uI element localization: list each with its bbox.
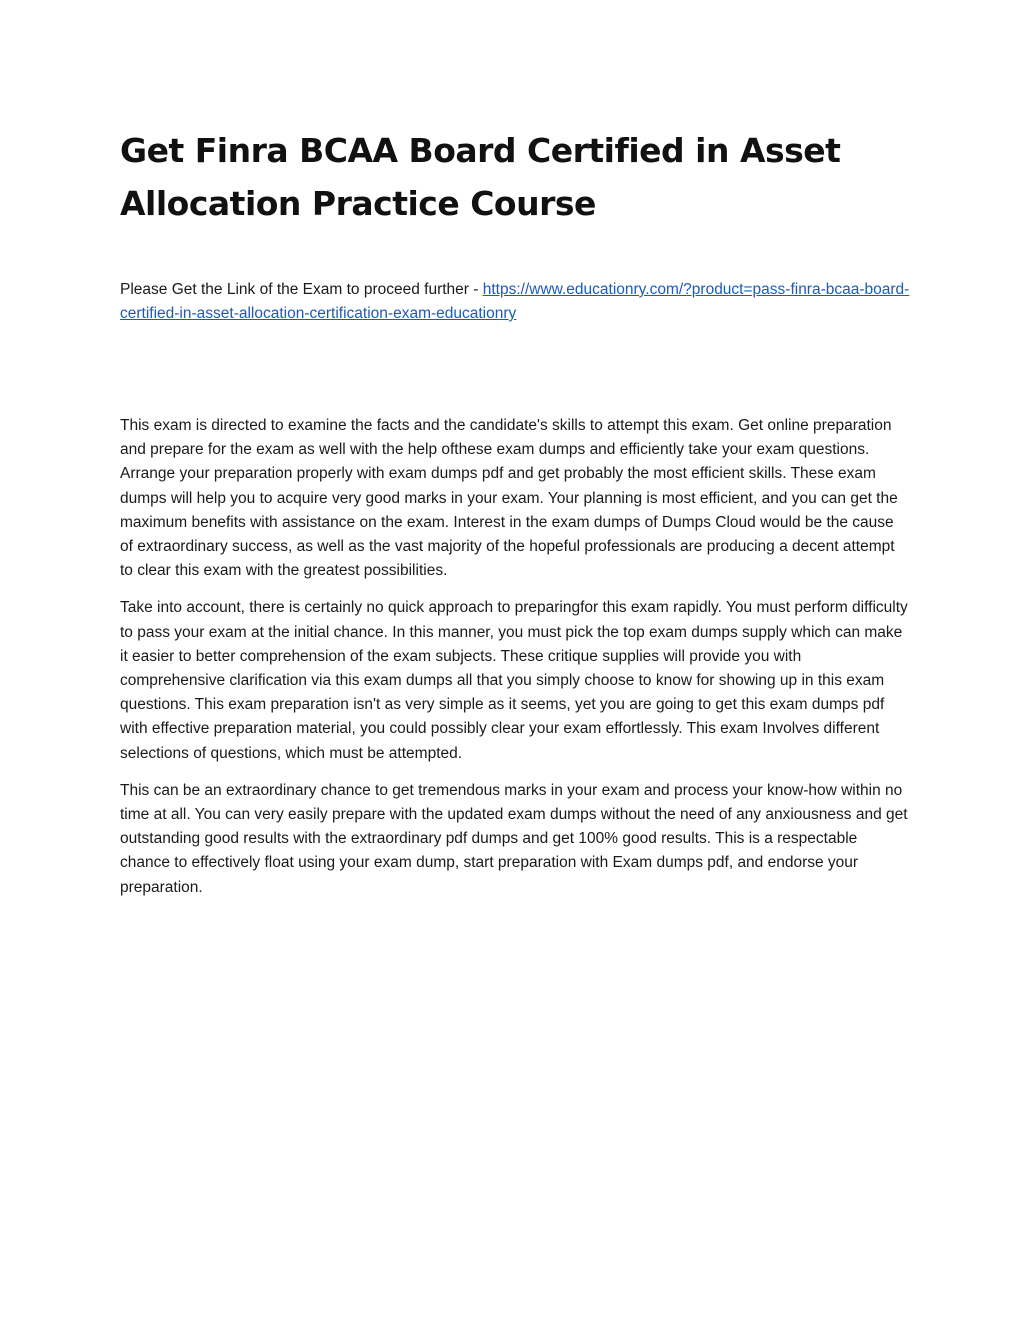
exam-link-paragraph [120,278,910,326]
document-title: Get Finra BCAA Board Certified in Asset Allocation Practice Course [120,131,841,223]
body-paragraph-2: Take into account, there is certainly no quick approach to preparingfor this exam rapidly. You must perform difficulty to pass your exam at the initial chance. In this manner, you must pick the top exam dumps supply which can make it easier to better comprehension of the exam subjects. These critique supplies will provide you with comprehensive clarification via this exam dumps all that you simply choose to know for showing up in this exam questions. This exam preparation isn't as very simple as it seems, yet you are going to get this exam dumps pdf with effective preparation material, you could possibly clear your exam effortlessly. This exam Involves different selections of questions, which must be attempted. [120,599,908,762]
exam-link[interactable]: https://www.educationry.com/?product=pass-finra-bcaa-board-certified-in-asset-allocation-certification-exam-educationry [120,281,910,322]
intro-text: Please Get the Link of the Exam to proceed further - [120,281,483,298]
body-paragraph-3: This can be an extraordinary chance to get tremendous marks in your exam and process your know-how within no time at all. You can very easily prepare with the updated exam dumps without the need of any anxiousness and get outstanding good results with the extraordinary pdf dumps and get 100% good results. This is a respectable chance to effectively float using your exam dump, start preparation with Exam dumps pdf, and endorse your preparation. [120,781,908,896]
body-paragraph-1: This exam is directed to examine the facts and the candidate's skills to attempt this exam. Get online preparation and prepare for the exam as well with the help ofthese exam dumps and efficiently take your exam questions. Arrange your preparation properly with exam dumps pdf and get probably the most efficient skills. These exam dumps will help you to acquire very good marks in your exam. Your planning is most efficient, and you can get the maximum benefits with assistance on the exam. Interest in the exam dumps of Dumps Cloud would be the cause of extraordinary success, as well as the vast majority of the hopeful professionals are producing a decent attempt to clear this exam with the greatest possibilities. [120,417,898,580]
document-body [120,414,910,913]
